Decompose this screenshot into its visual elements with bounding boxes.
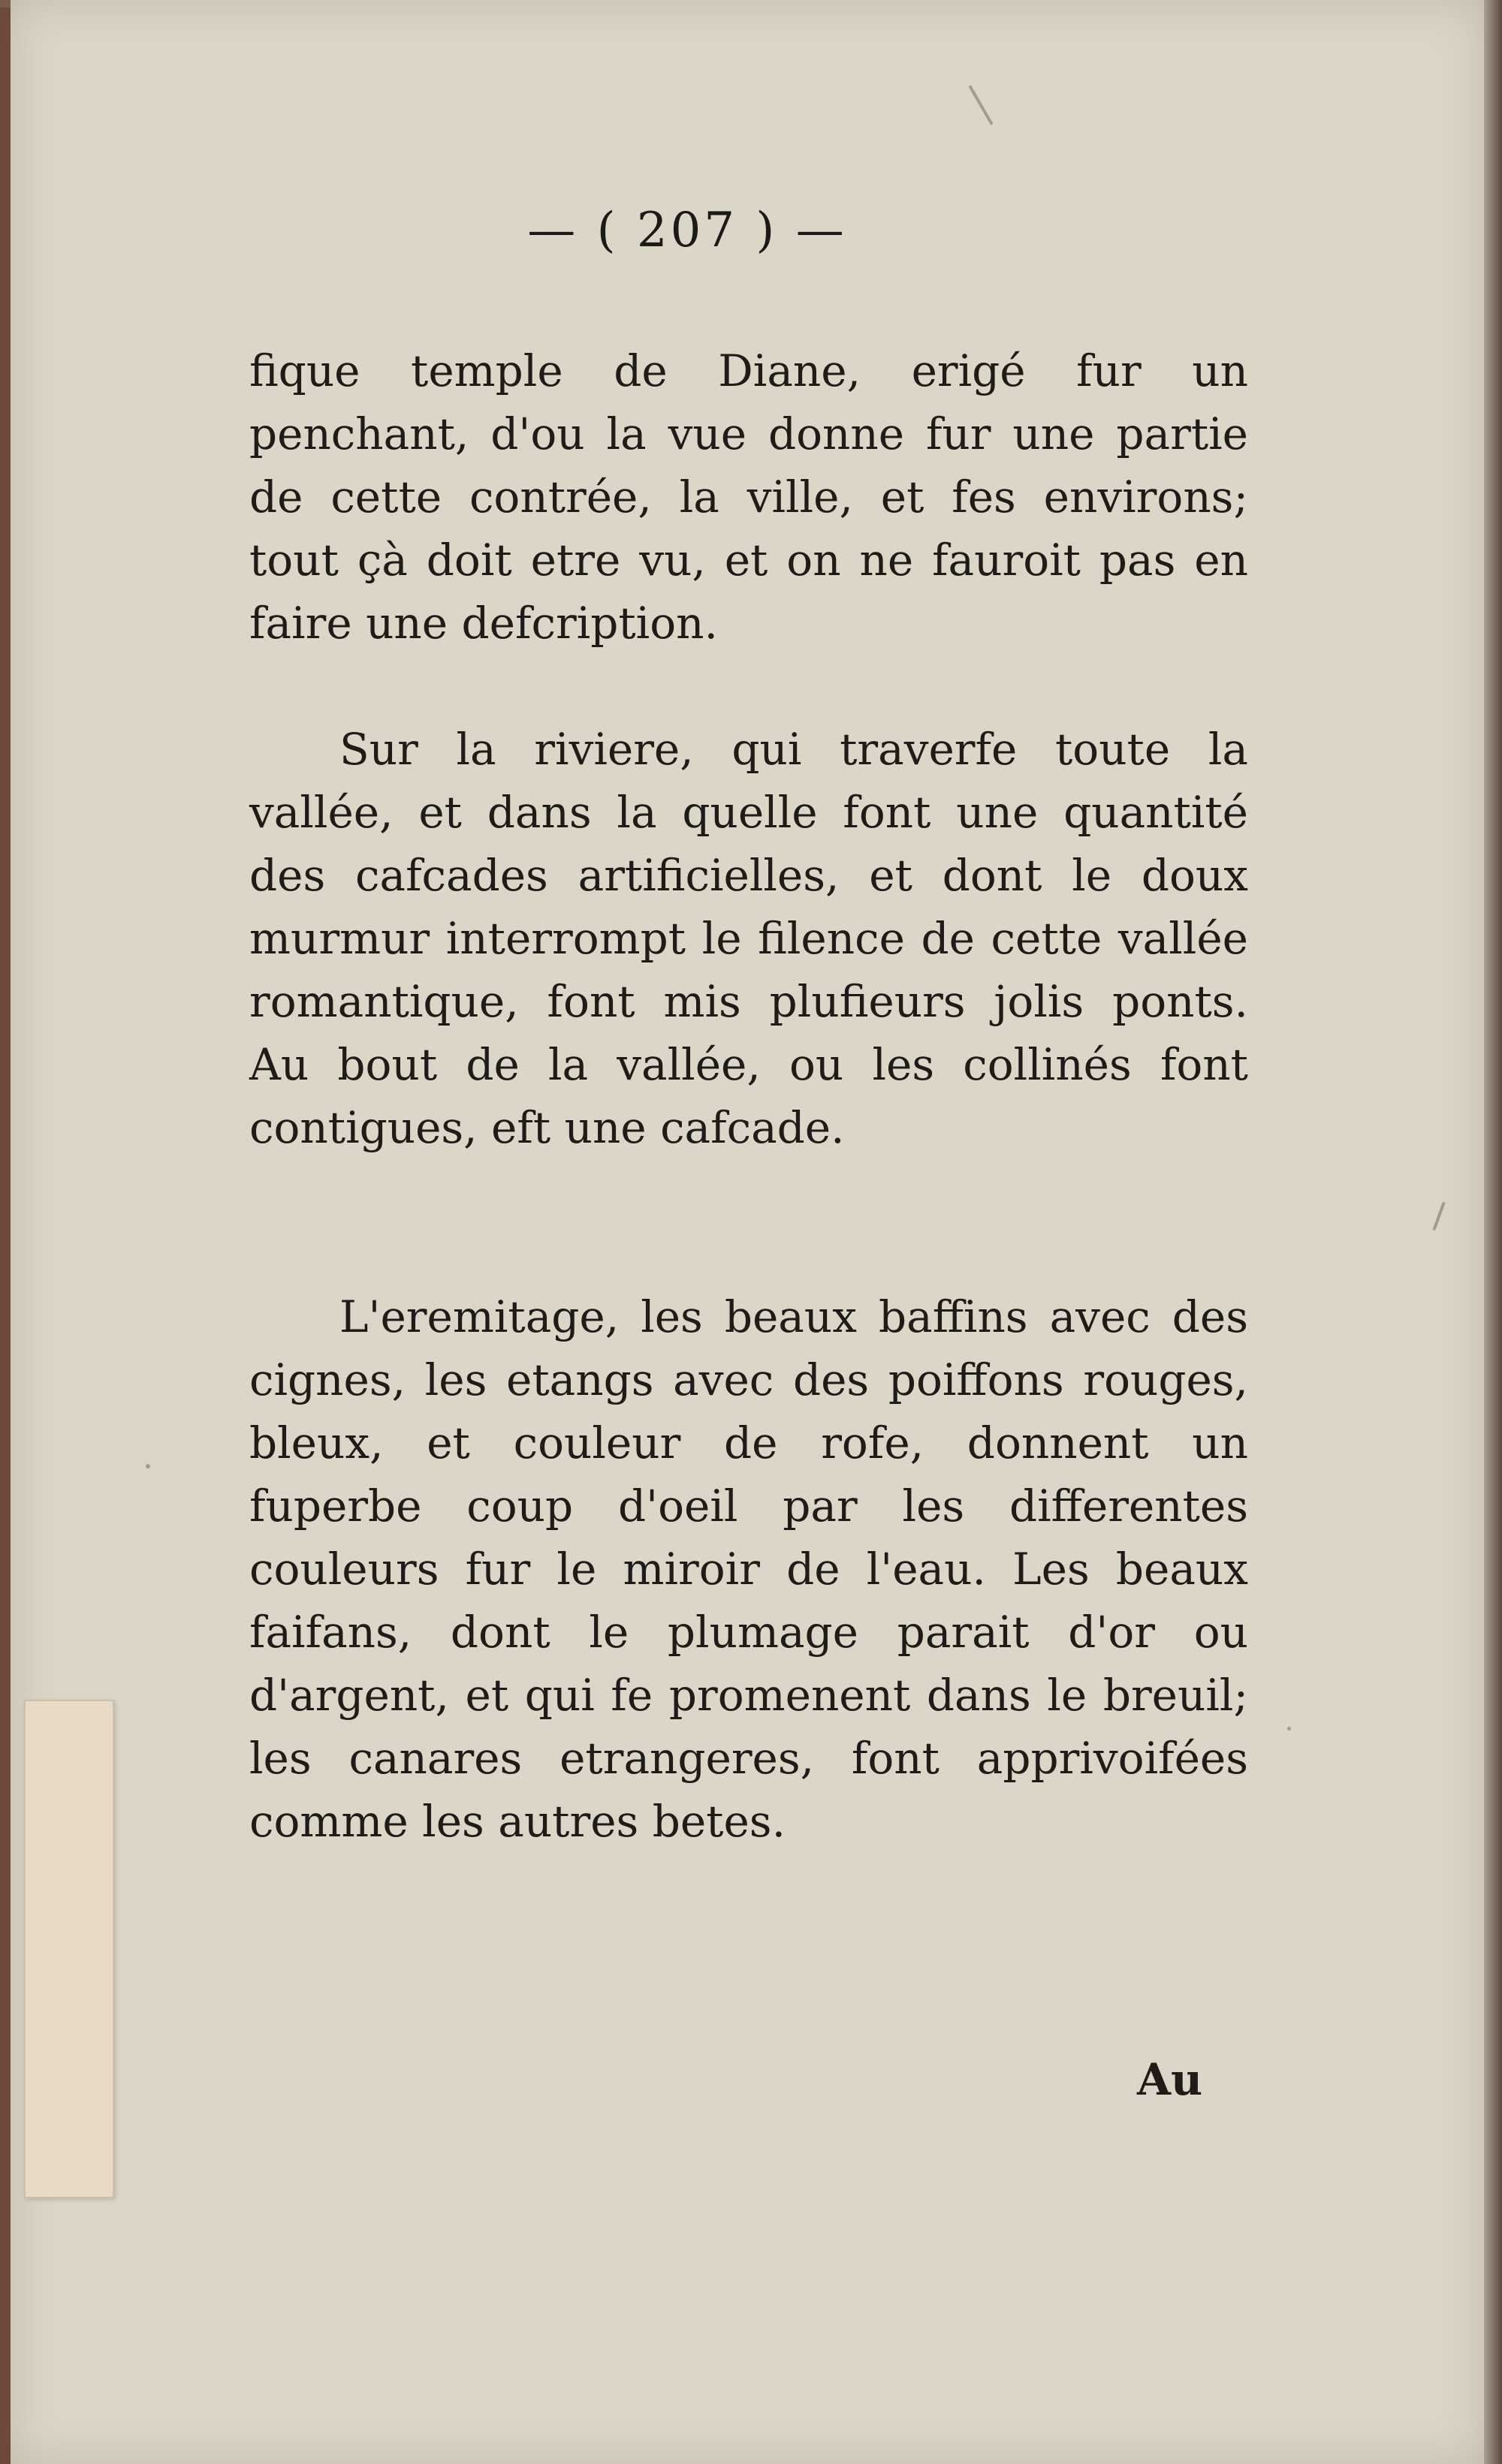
paragraph-3-text: L'eremitage, les beaux baffins avec des cignes, les etangs avec des poiffons rouges, bleux, et couleur de rofe, donnent un fuperbe coup d'oeil par les differentes couleurs fur le miroir de l'eau. Les beaux faifans, dont le plumage parait d'or ou d'argent, et qui fe promenent dans le breuil; les canares etrangeres, font apprivoifées comme les autres betes. <box>249 1291 1248 1847</box>
paragraph-2 <box>249 718 1248 1159</box>
paragraph-3 <box>249 1285 1248 1853</box>
library-label-strip <box>24 1700 114 2198</box>
paper-speck <box>1432 1202 1445 1231</box>
book-page <box>11 0 1484 2464</box>
catchword: Au <box>1137 2054 1203 2105</box>
page-number-header: — ( 207 ) — <box>527 203 847 258</box>
paper-speck <box>968 85 993 125</box>
paragraph-1-text: fique temple de Diane, erigé fur un penchant, d'ou la vue donne fur une partie de cette contrée, la ville, et fes environs; tout çà doit etre vu, et on ne fauroit pas en faire une defcription. <box>249 345 1248 649</box>
page-right-edge <box>1484 0 1502 2464</box>
paper-speck <box>146 1464 150 1468</box>
paper-speck <box>1287 1727 1291 1731</box>
paragraph-2-text: Sur la riviere, qui traverfe toute la vallée, et dans la quelle font une quantité des cafcades artificielles, et dont le doux murmur interrompt le filence de cette vallée romantique, font mis plufieurs jolis ponts. Au bout de la vallée, ou les collinés font contigues, eft une cafcade. <box>249 724 1248 1153</box>
paragraph-1 <box>249 339 1248 655</box>
